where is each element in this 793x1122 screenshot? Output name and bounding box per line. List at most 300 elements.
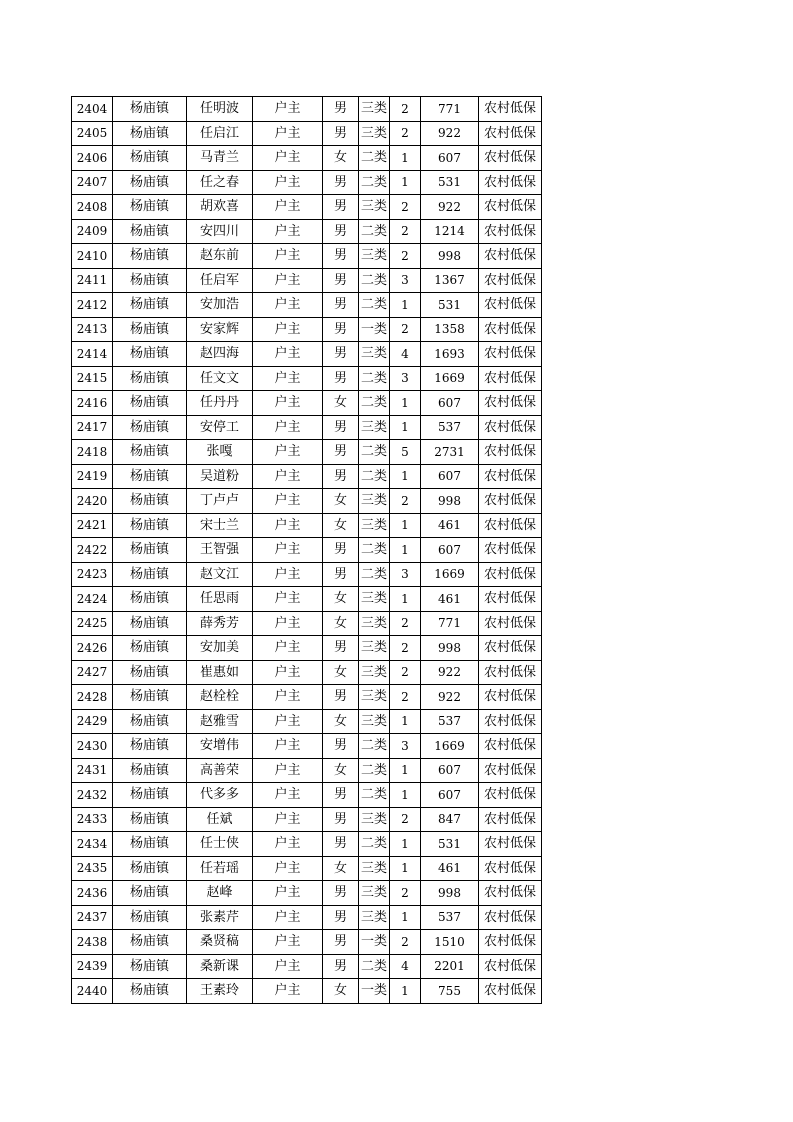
household-count-cell: 1: [390, 905, 421, 930]
row-number-cell: 2432: [72, 783, 113, 808]
town-cell: 杨庙镇: [113, 440, 187, 465]
amount-cell: 847: [421, 807, 479, 832]
household-count-cell: 3: [390, 734, 421, 759]
category-cell: 三类: [359, 709, 390, 734]
assistance-type-cell: 农村低保: [479, 783, 542, 808]
amount-cell: 998: [421, 636, 479, 661]
row-number-cell: 2429: [72, 709, 113, 734]
amount-cell: 1510: [421, 930, 479, 955]
town-cell: 杨庙镇: [113, 538, 187, 563]
gender-cell: 男: [323, 807, 359, 832]
gender-cell: 男: [323, 954, 359, 979]
household-count-cell: 1: [390, 513, 421, 538]
role-cell: 户主: [253, 317, 323, 342]
category-cell: 三类: [359, 489, 390, 514]
role-cell: 户主: [253, 905, 323, 930]
household-count-cell: 1: [390, 832, 421, 857]
assistance-type-cell: 农村低保: [479, 660, 542, 685]
name-cell: 代多多: [187, 783, 253, 808]
household-count-cell: 2: [390, 195, 421, 220]
household-count-cell: 2: [390, 807, 421, 832]
name-cell: 任斌: [187, 807, 253, 832]
amount-cell: 998: [421, 881, 479, 906]
assistance-type-cell: 农村低保: [479, 195, 542, 220]
gender-cell: 男: [323, 832, 359, 857]
amount-cell: 537: [421, 415, 479, 440]
category-cell: 一类: [359, 979, 390, 1004]
name-cell: 安增伟: [187, 734, 253, 759]
gender-cell: 男: [323, 734, 359, 759]
role-cell: 户主: [253, 244, 323, 269]
assistance-type-cell: 农村低保: [479, 97, 542, 122]
category-cell: 三类: [359, 685, 390, 710]
household-count-cell: 2: [390, 611, 421, 636]
table-row: [72, 121, 542, 146]
town-cell: 杨庙镇: [113, 391, 187, 416]
amount-cell: 922: [421, 195, 479, 220]
category-cell: 三类: [359, 244, 390, 269]
gender-cell: 男: [323, 170, 359, 195]
name-cell: 薛秀芳: [187, 611, 253, 636]
assistance-type-cell: 农村低保: [479, 342, 542, 367]
category-cell: 二类: [359, 366, 390, 391]
town-cell: 杨庙镇: [113, 195, 187, 220]
assistance-type-cell: 农村低保: [479, 121, 542, 146]
role-cell: 户主: [253, 489, 323, 514]
town-cell: 杨庙镇: [113, 758, 187, 783]
assistance-type-cell: 农村低保: [479, 293, 542, 318]
assistance-type-cell: 农村低保: [479, 513, 542, 538]
role-cell: 户主: [253, 538, 323, 563]
amount-cell: 1367: [421, 268, 479, 293]
town-cell: 杨庙镇: [113, 293, 187, 318]
household-count-cell: 4: [390, 342, 421, 367]
name-cell: 安四川: [187, 219, 253, 244]
table-row: [72, 538, 542, 563]
town-cell: 杨庙镇: [113, 954, 187, 979]
gender-cell: 女: [323, 587, 359, 612]
row-number-cell: 2416: [72, 391, 113, 416]
town-cell: 杨庙镇: [113, 562, 187, 587]
household-count-cell: 1: [390, 464, 421, 489]
table-row: [72, 783, 542, 808]
gender-cell: 男: [323, 783, 359, 808]
assistance-type-cell: 农村低保: [479, 440, 542, 465]
assistance-type-cell: 农村低保: [479, 685, 542, 710]
table-row: [72, 195, 542, 220]
town-cell: 杨庙镇: [113, 660, 187, 685]
category-cell: 三类: [359, 415, 390, 440]
role-cell: 户主: [253, 979, 323, 1004]
gender-cell: 女: [323, 513, 359, 538]
name-cell: 安家辉: [187, 317, 253, 342]
town-cell: 杨庙镇: [113, 244, 187, 269]
table-row: [72, 807, 542, 832]
category-cell: 二类: [359, 538, 390, 563]
row-number-cell: 2421: [72, 513, 113, 538]
name-cell: 任之春: [187, 170, 253, 195]
category-cell: 三类: [359, 97, 390, 122]
table-row: [72, 170, 542, 195]
role-cell: 户主: [253, 195, 323, 220]
category-cell: 二类: [359, 268, 390, 293]
row-number-cell: 2440: [72, 979, 113, 1004]
table-row: [72, 636, 542, 661]
household-count-cell: 5: [390, 440, 421, 465]
role-cell: 户主: [253, 293, 323, 318]
town-cell: 杨庙镇: [113, 734, 187, 759]
role-cell: 户主: [253, 636, 323, 661]
town-cell: 杨庙镇: [113, 489, 187, 514]
row-number-cell: 2427: [72, 660, 113, 685]
category-cell: 二类: [359, 954, 390, 979]
amount-cell: 2201: [421, 954, 479, 979]
table-row: [72, 464, 542, 489]
row-number-cell: 2424: [72, 587, 113, 612]
amount-cell: 607: [421, 146, 479, 171]
amount-cell: 607: [421, 391, 479, 416]
row-number-cell: 2438: [72, 930, 113, 955]
household-count-cell: 2: [390, 121, 421, 146]
name-cell: 赵栓栓: [187, 685, 253, 710]
role-cell: 户主: [253, 391, 323, 416]
row-number-cell: 2406: [72, 146, 113, 171]
category-cell: 三类: [359, 636, 390, 661]
row-number-cell: 2433: [72, 807, 113, 832]
role-cell: 户主: [253, 121, 323, 146]
household-count-cell: 4: [390, 954, 421, 979]
row-number-cell: 2409: [72, 219, 113, 244]
name-cell: 任若瑶: [187, 856, 253, 881]
name-cell: 赵文江: [187, 562, 253, 587]
household-count-cell: 1: [390, 415, 421, 440]
role-cell: 户主: [253, 954, 323, 979]
table-body: [72, 97, 542, 1004]
name-cell: 任明波: [187, 97, 253, 122]
gender-cell: 男: [323, 538, 359, 563]
row-number-cell: 2415: [72, 366, 113, 391]
category-cell: 三类: [359, 342, 390, 367]
table-row: [72, 317, 542, 342]
assistance-type-cell: 农村低保: [479, 219, 542, 244]
town-cell: 杨庙镇: [113, 856, 187, 881]
amount-cell: 531: [421, 832, 479, 857]
table-row: [72, 832, 542, 857]
assistance-type-cell: 农村低保: [479, 391, 542, 416]
table-row: [72, 513, 542, 538]
role-cell: 户主: [253, 930, 323, 955]
role-cell: 户主: [253, 366, 323, 391]
gender-cell: 男: [323, 636, 359, 661]
row-number-cell: 2418: [72, 440, 113, 465]
town-cell: 杨庙镇: [113, 121, 187, 146]
town-cell: 杨庙镇: [113, 97, 187, 122]
row-number-cell: 2425: [72, 611, 113, 636]
assistance-type-cell: 农村低保: [479, 758, 542, 783]
table-row: [72, 415, 542, 440]
category-cell: 三类: [359, 807, 390, 832]
category-cell: 二类: [359, 464, 390, 489]
household-count-cell: 2: [390, 97, 421, 122]
category-cell: 二类: [359, 562, 390, 587]
assistance-type-cell: 农村低保: [479, 734, 542, 759]
assistance-type-cell: 农村低保: [479, 930, 542, 955]
assistance-type-cell: 农村低保: [479, 979, 542, 1004]
role-cell: 户主: [253, 611, 323, 636]
category-cell: 三类: [359, 881, 390, 906]
gender-cell: 女: [323, 709, 359, 734]
gender-cell: 女: [323, 660, 359, 685]
gender-cell: 男: [323, 268, 359, 293]
gender-cell: 男: [323, 464, 359, 489]
town-cell: 杨庙镇: [113, 146, 187, 171]
category-cell: 三类: [359, 856, 390, 881]
category-cell: 一类: [359, 930, 390, 955]
amount-cell: 537: [421, 905, 479, 930]
amount-cell: 998: [421, 489, 479, 514]
category-cell: 二类: [359, 170, 390, 195]
gender-cell: 男: [323, 685, 359, 710]
category-cell: 二类: [359, 440, 390, 465]
category-cell: 二类: [359, 783, 390, 808]
role-cell: 户主: [253, 562, 323, 587]
household-count-cell: 1: [390, 783, 421, 808]
town-cell: 杨庙镇: [113, 709, 187, 734]
table-row: [72, 856, 542, 881]
gender-cell: 女: [323, 391, 359, 416]
amount-cell: 607: [421, 758, 479, 783]
row-number-cell: 2411: [72, 268, 113, 293]
category-cell: 一类: [359, 317, 390, 342]
household-count-cell: 1: [390, 538, 421, 563]
table-row: [72, 489, 542, 514]
name-cell: 丁卢卢: [187, 489, 253, 514]
town-cell: 杨庙镇: [113, 783, 187, 808]
town-cell: 杨庙镇: [113, 366, 187, 391]
gender-cell: 男: [323, 244, 359, 269]
gender-cell: 女: [323, 146, 359, 171]
name-cell: 任士侠: [187, 832, 253, 857]
name-cell: 张素芹: [187, 905, 253, 930]
category-cell: 二类: [359, 219, 390, 244]
role-cell: 户主: [253, 342, 323, 367]
table-row: [72, 391, 542, 416]
gender-cell: 男: [323, 562, 359, 587]
assistance-type-cell: 农村低保: [479, 709, 542, 734]
name-cell: 任启军: [187, 268, 253, 293]
row-number-cell: 2437: [72, 905, 113, 930]
role-cell: 户主: [253, 832, 323, 857]
category-cell: 三类: [359, 905, 390, 930]
amount-cell: 607: [421, 464, 479, 489]
row-number-cell: 2434: [72, 832, 113, 857]
gender-cell: 女: [323, 489, 359, 514]
gender-cell: 男: [323, 97, 359, 122]
assistance-roster-table: [71, 96, 542, 1004]
name-cell: 桑新课: [187, 954, 253, 979]
gender-cell: 男: [323, 293, 359, 318]
category-cell: 二类: [359, 734, 390, 759]
role-cell: 户主: [253, 660, 323, 685]
name-cell: 安停工: [187, 415, 253, 440]
row-number-cell: 2405: [72, 121, 113, 146]
amount-cell: 461: [421, 856, 479, 881]
household-count-cell: 1: [390, 587, 421, 612]
amount-cell: 531: [421, 170, 479, 195]
household-count-cell: 1: [390, 293, 421, 318]
table-row: [72, 979, 542, 1004]
town-cell: 杨庙镇: [113, 807, 187, 832]
amount-cell: 1669: [421, 562, 479, 587]
table-row: [72, 342, 542, 367]
role-cell: 户主: [253, 219, 323, 244]
category-cell: 三类: [359, 121, 390, 146]
town-cell: 杨庙镇: [113, 685, 187, 710]
household-count-cell: 1: [390, 979, 421, 1004]
gender-cell: 女: [323, 611, 359, 636]
row-number-cell: 2436: [72, 881, 113, 906]
role-cell: 户主: [253, 464, 323, 489]
role-cell: 户主: [253, 97, 323, 122]
gender-cell: 男: [323, 930, 359, 955]
amount-cell: 531: [421, 293, 479, 318]
row-number-cell: 2439: [72, 954, 113, 979]
role-cell: 户主: [253, 734, 323, 759]
assistance-type-cell: 农村低保: [479, 881, 542, 906]
gender-cell: 女: [323, 856, 359, 881]
name-cell: 王智强: [187, 538, 253, 563]
town-cell: 杨庙镇: [113, 587, 187, 612]
name-cell: 宋士兰: [187, 513, 253, 538]
assistance-type-cell: 农村低保: [479, 170, 542, 195]
amount-cell: 771: [421, 97, 479, 122]
assistance-type-cell: 农村低保: [479, 587, 542, 612]
amount-cell: 771: [421, 611, 479, 636]
row-number-cell: 2422: [72, 538, 113, 563]
row-number-cell: 2426: [72, 636, 113, 661]
town-cell: 杨庙镇: [113, 268, 187, 293]
category-cell: 二类: [359, 832, 390, 857]
table-row: [72, 905, 542, 930]
name-cell: 马青兰: [187, 146, 253, 171]
table-row: [72, 440, 542, 465]
town-cell: 杨庙镇: [113, 979, 187, 1004]
assistance-type-cell: 农村低保: [479, 538, 542, 563]
assistance-type-cell: 农村低保: [479, 317, 542, 342]
role-cell: 户主: [253, 856, 323, 881]
amount-cell: 537: [421, 709, 479, 734]
row-number-cell: 2423: [72, 562, 113, 587]
assistance-type-cell: 农村低保: [479, 611, 542, 636]
table-row: [72, 709, 542, 734]
name-cell: 赵四海: [187, 342, 253, 367]
town-cell: 杨庙镇: [113, 513, 187, 538]
assistance-type-cell: 农村低保: [479, 268, 542, 293]
category-cell: 三类: [359, 611, 390, 636]
category-cell: 三类: [359, 660, 390, 685]
household-count-cell: 1: [390, 170, 421, 195]
role-cell: 户主: [253, 881, 323, 906]
table-row: [72, 97, 542, 122]
category-cell: 三类: [359, 587, 390, 612]
amount-cell: 607: [421, 538, 479, 563]
role-cell: 户主: [253, 513, 323, 538]
table-row: [72, 930, 542, 955]
row-number-cell: 2428: [72, 685, 113, 710]
assistance-type-cell: 农村低保: [479, 807, 542, 832]
amount-cell: 922: [421, 685, 479, 710]
assistance-type-cell: 农村低保: [479, 905, 542, 930]
name-cell: 张嘎: [187, 440, 253, 465]
household-count-cell: 2: [390, 489, 421, 514]
gender-cell: 男: [323, 219, 359, 244]
amount-cell: 1358: [421, 317, 479, 342]
name-cell: 赵雅雪: [187, 709, 253, 734]
role-cell: 户主: [253, 415, 323, 440]
town-cell: 杨庙镇: [113, 636, 187, 661]
name-cell: 高善荣: [187, 758, 253, 783]
row-number-cell: 2413: [72, 317, 113, 342]
assistance-type-cell: 农村低保: [479, 489, 542, 514]
gender-cell: 男: [323, 121, 359, 146]
town-cell: 杨庙镇: [113, 881, 187, 906]
category-cell: 二类: [359, 146, 390, 171]
table-row: [72, 758, 542, 783]
household-count-cell: 2: [390, 636, 421, 661]
assistance-type-cell: 农村低保: [479, 146, 542, 171]
row-number-cell: 2412: [72, 293, 113, 318]
name-cell: 任丹丹: [187, 391, 253, 416]
name-cell: 安加浩: [187, 293, 253, 318]
name-cell: 胡欢喜: [187, 195, 253, 220]
name-cell: 任思雨: [187, 587, 253, 612]
assistance-type-cell: 农村低保: [479, 244, 542, 269]
gender-cell: 男: [323, 415, 359, 440]
category-cell: 三类: [359, 513, 390, 538]
row-number-cell: 2417: [72, 415, 113, 440]
household-count-cell: 1: [390, 391, 421, 416]
household-count-cell: 2: [390, 685, 421, 710]
table-row: [72, 587, 542, 612]
role-cell: 户主: [253, 783, 323, 808]
household-count-cell: 2: [390, 244, 421, 269]
assistance-type-cell: 农村低保: [479, 832, 542, 857]
amount-cell: 922: [421, 660, 479, 685]
household-count-cell: 2: [390, 930, 421, 955]
row-number-cell: 2414: [72, 342, 113, 367]
table-row: [72, 611, 542, 636]
amount-cell: 607: [421, 783, 479, 808]
gender-cell: 女: [323, 758, 359, 783]
table-row: [72, 244, 542, 269]
household-count-cell: 2: [390, 660, 421, 685]
town-cell: 杨庙镇: [113, 317, 187, 342]
gender-cell: 男: [323, 440, 359, 465]
name-cell: 赵东前: [187, 244, 253, 269]
town-cell: 杨庙镇: [113, 219, 187, 244]
name-cell: 吴道粉: [187, 464, 253, 489]
amount-cell: 998: [421, 244, 479, 269]
amount-cell: 461: [421, 513, 479, 538]
household-count-cell: 3: [390, 268, 421, 293]
table-row: [72, 268, 542, 293]
row-number-cell: 2410: [72, 244, 113, 269]
role-cell: 户主: [253, 709, 323, 734]
amount-cell: 1214: [421, 219, 479, 244]
name-cell: 王素玲: [187, 979, 253, 1004]
row-number-cell: 2419: [72, 464, 113, 489]
table-row: [72, 660, 542, 685]
